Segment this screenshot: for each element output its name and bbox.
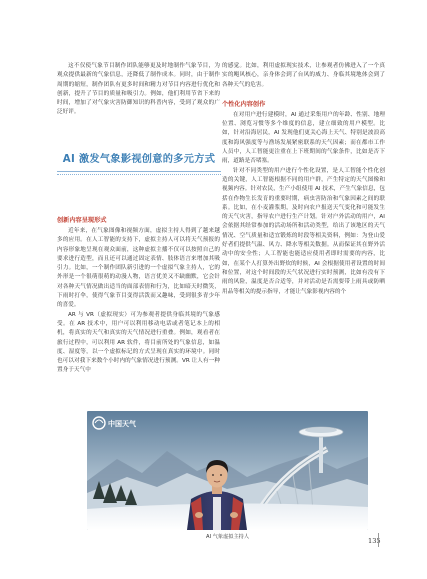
virtual-host-image	[87, 411, 368, 530]
virtual-host-figure	[87, 411, 368, 530]
left-column	[57, 62, 220, 118]
logo-text: 中国天气	[108, 420, 136, 428]
paragraph-ar-vr-continued: 的感觉。比如，利用虚拟现实技术，让参观者仿佛进入了一个真实的飓风核心，亲身体会到了台风的威力、身临其境地体会到了各种天气的危害。	[222, 63, 385, 88]
intro-paragraph: 这不仅使气象节目制作团队能够更及时地制作气象节目，为观众提供最新的气象信息，还降低了制作成本。同时，由于制作周期的缩短，制作团队有更多时间和精力对节目内容进行优化和创新，提升了节目的质量和吸引力。例如，他们利用节省下来的时间，增加了对气象灾害防御知识的科普内容，受到了观众的广泛好评。	[57, 63, 220, 116]
left-column-lower	[57, 215, 220, 376]
paragraph-personalization: 针对不同类型的用户进行个性化设置，是人工智能个性化创造的关键，人工智能根据不同的用户群，产生特定的天气图像和视频内容。针对农民，生产小组使用 AI 技术，产生气象信息，包括在作物生长发育的重要时期，病虫害防治和气象因素之间的联系。比如，在小麦灌浆期，及时向农户报送天气变化和可能发生的天气灾害，指导农户进行生产计划。针对户外活动的用户，AI 会依据其经常参加的活动场所和活动类型，给出了该地区的天气情况、空气质量和适宜锻炼的时段等相关资料，例如：为登山爱好者们提供气温、风力、降水等相关数据。从而保证其在野外活动中的安全性；人工智能也能适应使用者即时需要的内容，比如，在某个人打算外出野炊的时候，AI 会根据使用者设置的时间和位置，对这个时间段的天气状况进行实时预测，比如有没有下雨的风险，温度是否合适等，并对活动是否需要带上雨具或防晒用品等相关的提示指导，才能让气象影视内容的个	[222, 167, 385, 295]
paragraph-virtual-host: 近年来，在气象图像和视频方面，虚拟主持人得到了越来越多的应用。在人工智能的支持下，虚拟主持人可以将天气预报的内容形象地呈现在观众面前，这种虚拟主播不仅可以按照自己的要求进行造型，而且还可以通过固定表情、肢体语言来增加其吸引力。比如，一个制作团队新引进的一个虚拟气象主持人，它的外形是一个很萌很萌的动漫人物，语言优美又不缺幽默，它会针对各种天气情况做出适当的面部表情和行为，比如暗天时微笑，下雨时打伞，使得气象节目变得活泼而又趣味，受到很多青少年的喜爱。	[57, 228, 220, 309]
paragraph-ar-vr: AR 与 VR（虚拟现实）可为参观者提供身临其境的气象感受。在 AR 技术中，用户可以利用移动电话或者笔记本上的相机，将真实的天气和真实的天气情况进行重叠。例如，观看者在旅行过程中，可以利用 AR 软件，将目前所处的气象信息，如温度、湿度等，以一个虚拟标记的方式呈现在真实的环境中。同时也可以对我下来数个小时内的气象情况进行预测。VR 让人有一种置身于天气中	[57, 311, 220, 374]
subheading-personalized-content: 个性化内容创作	[222, 100, 266, 108]
figure-caption: AI 气象虚拟主持人	[205, 534, 250, 540]
page-number: 135	[368, 537, 381, 545]
subheading-innovative-content: 创新内容呈现形式	[57, 217, 107, 224]
right-column	[222, 62, 385, 297]
section-title: AI 激发气象影视创意的多元方式	[57, 150, 221, 172]
page-corner-line	[378, 533, 379, 547]
paragraph-user-modeling: 在对用户进行建模时，AI 通过采集用户的年龄、性别、地理位置、浏览习惯等多个维度的信息，建立细致的用户模型。比如，针对沿海居民，AI 发现他们更关心海上天气、特别是波浪高度和海风强度等与渔场发展紧密联系的天气因素；而在都市工作人员中，人工智能更注重在上下班期间的气象条件，比如是否下雨，道路是否堵塞。	[222, 111, 385, 165]
